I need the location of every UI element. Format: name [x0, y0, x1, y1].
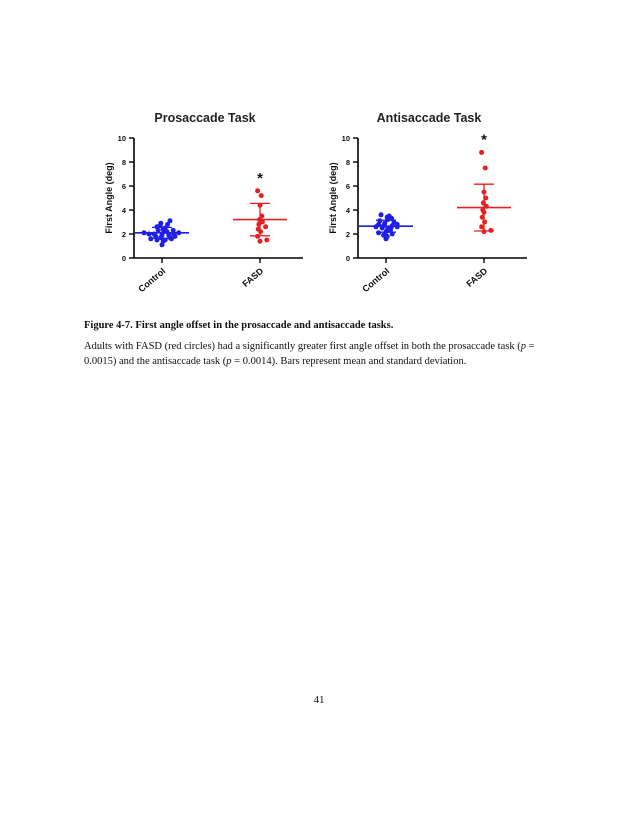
y-tick-label: 6 — [345, 182, 350, 191]
y-tick-label: 8 — [345, 158, 350, 167]
y-tick-label: 4 — [121, 206, 126, 215]
y-axis-label: First Angle (deg) — [104, 162, 114, 234]
data-point-control — [387, 214, 392, 219]
data-point-fasd — [263, 224, 268, 229]
data-point-fasd — [479, 150, 484, 155]
y-axis-label: First Angle (deg) — [328, 162, 338, 234]
chart-title: Prosaccade Task — [154, 111, 256, 125]
data-point-fasd — [255, 188, 260, 193]
antisaccade-chart — [322, 105, 537, 305]
page-number: 41 — [313, 694, 325, 706]
y-tick-label: 0 — [121, 254, 126, 263]
y-tick-label: 10 — [117, 134, 126, 143]
data-point-control — [379, 212, 384, 217]
y-tick-label: 10 — [341, 134, 350, 143]
y-tick-label: 2 — [121, 230, 126, 239]
x-tick-label: Control — [136, 265, 168, 295]
prosaccade-chart — [98, 105, 313, 305]
caption-text-part-3: = 0.0014). Bars represent mean and standard deviation. — [231, 355, 467, 367]
significance-marker: * — [481, 131, 487, 149]
data-point-fasd — [264, 238, 269, 243]
data-point-fasd — [483, 166, 488, 171]
y-tick-label: 4 — [345, 206, 350, 215]
caption-text-part-1: Adults with FASD (red circles) had a significantly greater first angle offset in both the prosaccade task ( — [84, 341, 521, 352]
y-tick-label: 8 — [121, 158, 126, 167]
p-symbol: p — [520, 341, 526, 352]
y-tick-label: 0 — [345, 254, 350, 263]
chart-title: Antisaccade Task — [376, 111, 482, 125]
y-tick-label: 6 — [121, 182, 126, 191]
x-tick-label: FASD — [464, 265, 490, 289]
p-symbol: p — [226, 355, 232, 367]
significance-marker: * — [257, 169, 263, 187]
figure-caption-body — [84, 340, 554, 369]
data-point-control — [158, 221, 163, 226]
caption-text-part-2: = 0.0015) and the antisaccade task ( — [84, 341, 535, 367]
y-tick-label: 2 — [345, 230, 350, 239]
x-tick-label: Control — [360, 265, 392, 295]
data-point-fasd — [258, 239, 263, 244]
x-tick-label: FASD — [240, 265, 266, 289]
figure-caption-title: Figure 4-7. First angle offset in the prosaccade and antisaccade tasks. — [84, 320, 394, 331]
data-point-control — [168, 218, 173, 223]
data-point-fasd — [259, 193, 264, 198]
